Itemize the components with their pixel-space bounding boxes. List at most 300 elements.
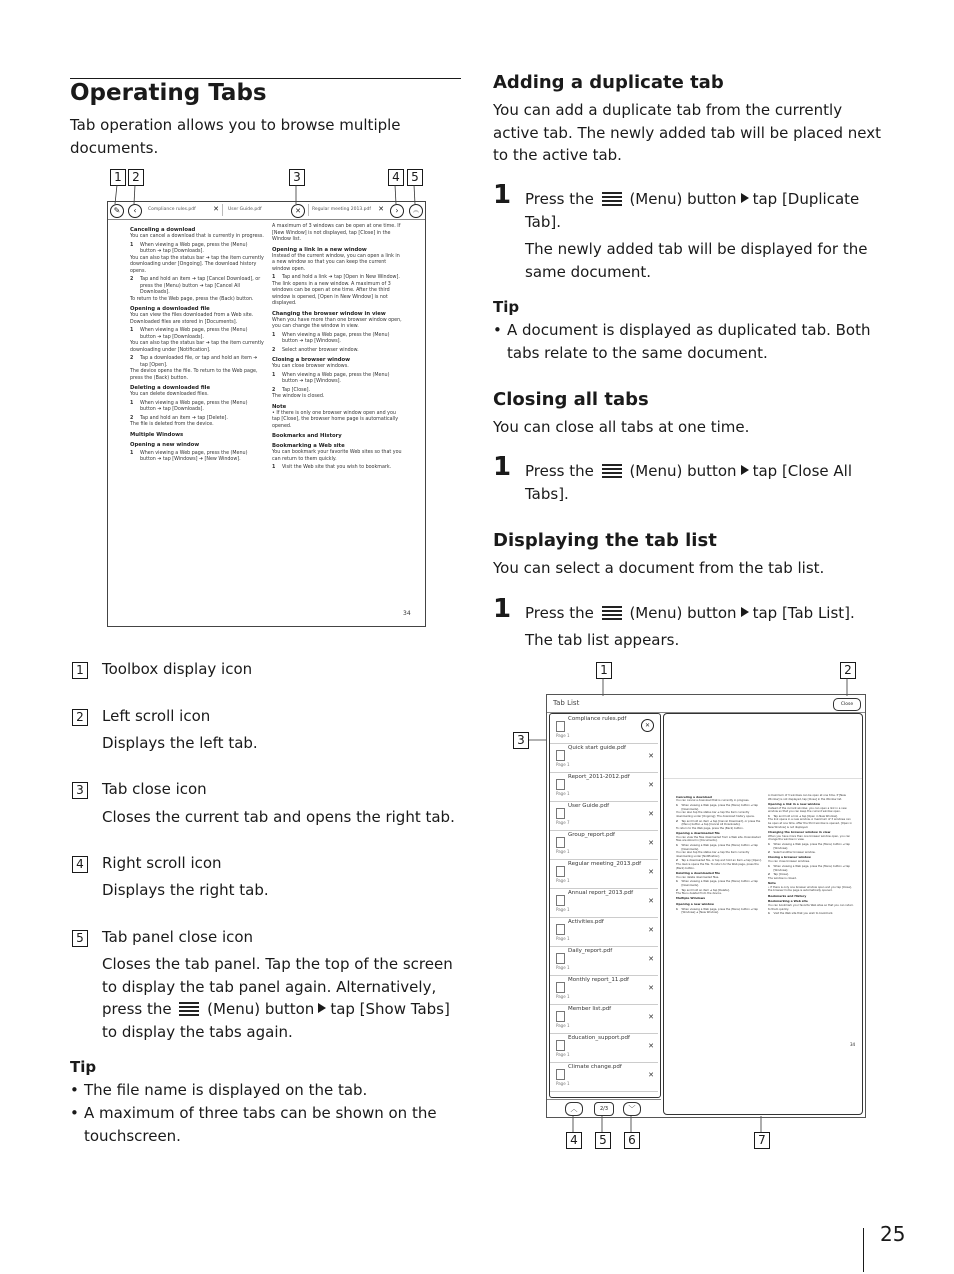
doc-step-text: Visit the Web site that you wish to bookmark. — [282, 465, 392, 470]
title-rule — [70, 78, 461, 79]
pdf-file-icon — [556, 982, 565, 993]
figure-tab-list — [510, 660, 870, 1152]
tab-list-item-name: Activities.pdf — [568, 919, 604, 925]
tab-list-item-name: Regular meeting_2013.pdf — [568, 861, 642, 867]
tab-1-x-icon[interactable]: ✕ — [213, 205, 219, 213]
doc-heading: Closing a browser window — [768, 855, 811, 860]
doc-step — [768, 865, 854, 872]
left-scroll-icon[interactable]: ‹ — [128, 204, 142, 218]
doc-step — [768, 851, 854, 855]
tab-list-item-name: Member list.pdf — [568, 1006, 612, 1012]
doc-step-number: 1 — [676, 844, 678, 848]
doc-step-number: 2 — [676, 859, 678, 863]
doc-text: You can view the files downloaded from a Web site. Downloaded files are stored in [Documents]. — [676, 835, 761, 843]
doc-step-text: Tap and hold an item ➜ tap [Delete]. — [681, 888, 730, 892]
doc-step-text: When viewing a Web page, press the (Menu) button ➜ tap [Windows] ➜ [New Window]. — [140, 450, 248, 462]
tab-list-item-page: Page 1 — [556, 936, 570, 941]
tab-list-item[interactable] — [550, 801, 658, 831]
doc-step-number: 2 — [676, 888, 678, 892]
doc-step — [272, 373, 404, 386]
document-page-number: 34 — [403, 610, 411, 617]
tab-list-item[interactable] — [550, 888, 658, 918]
doc-text: Instead of the current window, you can open a link in a new window so that you can keep the current window open. — [768, 806, 847, 814]
tab-list-panel — [549, 713, 661, 1098]
tab-list-item-close-icon[interactable]: ✕ — [648, 984, 654, 992]
doc-step-text: When viewing a Web page, press the (Menu) button ➜ tap [Downloads]. — [681, 804, 758, 811]
doc-text: The link opens in a new window. A maximum of 3 windows can be open at one time. After the third window is opened, [Open in New Window] is not displayed. — [272, 281, 391, 306]
doc-text: You can bookmark your favorite Web sites so that you can return to them quickly. — [272, 450, 402, 462]
arrow-icon — [741, 607, 749, 617]
doc-text: You can delete downloaded files. — [676, 875, 720, 879]
doc-heading: Changing the browser window in view — [272, 310, 386, 317]
callout-item-5-number: 5 — [72, 930, 88, 947]
doc-step-text: When viewing a Web page, press the (Menu) button ➜ tap [Downloads]. — [681, 880, 758, 887]
doc-heading: Bookmarking a Web site — [272, 443, 345, 449]
menu-icon — [602, 464, 622, 478]
doc-step-text: Tap and hold a link ➜ tap [Open in New Window]. — [773, 814, 839, 818]
doc-text: • If there is only one browser window open and you tap [Close], the browser home page is automatically opened. — [768, 885, 852, 893]
doc-heading: Opening a new window — [130, 441, 200, 448]
section-duplicate-step — [525, 188, 875, 233]
doc-step-number: 1 — [272, 275, 276, 280]
doc-text: Instead of the current window, you can open a link in a new window so that you can keep the current window open. — [272, 253, 400, 272]
figure-callout-3: 3 — [289, 169, 305, 186]
menu-icon — [179, 1002, 199, 1016]
pdf-file-icon — [556, 866, 565, 877]
step-text-a: Press the — [525, 462, 594, 480]
toolbox-display-icon[interactable]: ✎ — [110, 204, 124, 218]
pdf-file-icon — [556, 1040, 565, 1051]
step-number: 1 — [493, 452, 512, 482]
page-title: Operating Tabs — [70, 80, 267, 106]
menu-icon — [602, 606, 622, 620]
tab-list-item-close-icon[interactable]: ✕ — [648, 868, 654, 876]
pdf-file-icon — [556, 953, 565, 964]
tab-list-item[interactable] — [550, 859, 658, 889]
bullet: • — [70, 1081, 79, 1099]
doc-heading: Changing the browser window in view — [768, 829, 831, 834]
preview-column-1 — [676, 794, 764, 915]
callout-item-4-name: Right scroll icon — [102, 854, 222, 872]
right-scroll-icon[interactable]: › — [390, 204, 404, 218]
tab-3[interactable] — [308, 204, 387, 216]
section-duplicate-tip — [493, 319, 887, 364]
doc-step — [272, 348, 404, 355]
doc-step-number: 1 — [676, 907, 678, 911]
doc-step-text: When viewing a Web page, press the (Menu) button ➜ tap [Windows]. — [773, 864, 850, 872]
figure-callout-4: 4 — [388, 169, 404, 186]
doc-heading: Opening a downloaded file — [130, 306, 210, 312]
tab-list-item-close-icon[interactable]: ✕ — [648, 1071, 654, 1079]
tab-bar — [108, 202, 425, 220]
tab-list-item-name: Quick start guide.pdf — [568, 745, 626, 751]
callout-item-2-number: 2 — [72, 709, 88, 726]
arrow-icon — [741, 465, 749, 475]
step-number: 1 — [493, 180, 512, 210]
arrow-icon — [318, 1003, 326, 1013]
tab-list-item[interactable] — [550, 975, 658, 1005]
doc-text: The window is closed. — [768, 876, 797, 880]
doc-text: When you have more than one browser window open, you can change the window in view. — [272, 317, 402, 329]
doc-step-number: 1 — [768, 842, 770, 846]
doc-step — [130, 243, 264, 256]
tab-list-item-name: Monthly report_11.pdf — [568, 977, 629, 983]
pdf-file-icon — [556, 808, 565, 819]
doc-step-number: 2 — [130, 356, 134, 361]
tab-list-item[interactable] — [550, 1062, 658, 1092]
doc-text: You can also tap the status bar ➜ tap the item currently downloading under [Notification]. — [676, 851, 750, 858]
doc-heading: Deleting a downloaded file — [130, 385, 211, 391]
doc-step-number: 1 — [768, 814, 770, 818]
tab-list-header — [547, 695, 865, 713]
doc-heading: Opening a new window — [676, 901, 714, 906]
tab-list-item-close-icon[interactable]: ✕ — [648, 1042, 654, 1050]
preview-page-number: 34 — [850, 1042, 856, 1047]
document-preview — [663, 713, 863, 1115]
callout-item-1-number: 1 — [72, 662, 88, 679]
doc-heading: Bookmarking a Web site — [768, 899, 808, 904]
figure-callout-1: 1 — [110, 169, 126, 186]
tab-list-item-close-icon[interactable]: ✕ — [648, 839, 654, 847]
doc-step — [130, 356, 264, 369]
doc-text: A maximum of 3 windows can be open at one time. If [New Window] is not displayed, tap [Close] in the Window list. — [768, 794, 846, 801]
doc-step-number: 2 — [768, 873, 770, 877]
callout-item-4-desc: Displays the right tab. — [102, 881, 269, 899]
section-list-result: The tab list appears. — [525, 631, 680, 649]
section-duplicate-tip-heading: Tip — [493, 298, 520, 316]
doc-step-number: 2 — [272, 387, 276, 393]
doc-step-text: When viewing a Web page, press the (Menu) button ➜ tap [Windows]. — [773, 842, 850, 850]
doc-step — [130, 277, 264, 297]
section-list-step — [525, 602, 885, 625]
doc-step-number: 1 — [768, 864, 770, 868]
doc-step-text: Tap a downloaded file, or tap and hold an item ➜ tap [Open]. — [140, 356, 258, 368]
doc-step-number: 1 — [272, 465, 276, 470]
tab-list-item[interactable] — [550, 743, 658, 773]
figure2-callout-7: 7 — [754, 1132, 770, 1149]
doc-step — [272, 333, 404, 346]
doc-step-number: 1 — [130, 328, 134, 333]
doc-step — [676, 908, 764, 915]
doc-step-text: Tap and hold an item ➜ tap [Cancel Download], or press the (Menu) button ➜ tap [Cancel All Downloads]. — [140, 277, 261, 295]
pdf-file-icon — [556, 1011, 565, 1022]
tab-list-item-page: Page 1 — [556, 907, 570, 912]
doc-heading: Note — [768, 880, 776, 885]
doc-step-number: 1 — [768, 912, 770, 916]
doc-step-text: When viewing a Web page, press the (Menu) button ➜ tap [Windows]. — [282, 332, 390, 344]
doc-text: You can cancel a download that is currently in progress. — [676, 799, 750, 803]
tab-list-item-page: Page 1 — [556, 965, 570, 970]
pdf-file-icon — [556, 895, 565, 906]
tab-list-item[interactable] — [550, 1004, 658, 1034]
doc-step-number: 2 — [272, 347, 276, 353]
step-text-c: tap [Duplicate Tab]. — [525, 190, 860, 231]
tab-list-item-close-icon[interactable]: ✕ — [648, 897, 654, 905]
tip-item-1-text: The file name is displayed on the tab. — [84, 1081, 368, 1099]
doc-step — [272, 275, 404, 282]
tip-item-2-text: A maximum of three tabs can be shown on the touchscreen. — [84, 1104, 437, 1145]
callout-item-3-name: Tab close icon — [102, 780, 207, 798]
section-close-title: Closing all tabs — [493, 389, 649, 410]
menu-icon — [602, 192, 622, 206]
doc-text: You can cancel a download that is currently in progress. — [130, 234, 264, 239]
doc-step — [130, 328, 264, 341]
tab-list-item-close-icon[interactable]: ✕ — [648, 752, 654, 760]
tab-list-item-name: Annual report_2013.pdf — [568, 890, 634, 896]
doc-text: You can bookmark your favorite Web sites so that you can return to them quickly. — [768, 903, 854, 911]
callout-item-3-number: 3 — [72, 782, 88, 799]
intro-text: Tab operation allows you to browse multiple documents. — [70, 116, 401, 157]
doc-step — [130, 401, 264, 414]
page-number-rule — [863, 1228, 864, 1272]
section-duplicate-title: Adding a duplicate tab — [493, 72, 724, 93]
callout-item-2-name: Left scroll icon — [102, 707, 211, 725]
tab-list-nav — [547, 1099, 661, 1117]
tab-list-item[interactable] — [550, 917, 658, 947]
doc-text: You can also tap the status bar ➜ tap the item currently downloading under [Ongoing]. The download history opens. — [676, 811, 755, 818]
doc-heading: Multiple Windows — [676, 896, 706, 901]
doc-step-text: When viewing a Web page, press the (Menu) button ➜ tap [Windows] ➜ [New Window]. — [681, 907, 758, 915]
callout-item-5-desc-b: (Menu) button — [207, 1000, 315, 1018]
doc-step-text: Tap and hold a link ➜ tap [Open in New Window]. — [282, 275, 400, 280]
doc-step — [676, 880, 764, 887]
doc-step-text: When viewing a Web page, press the (Menu) button ➜ tap [Downloads]. — [140, 400, 248, 412]
tab-list-item-page: Page 1 — [556, 733, 570, 738]
doc-text: The file is deleted from the device. — [130, 422, 214, 427]
doc-text: The window is closed. — [272, 394, 325, 399]
figure2-callout-6: 6 — [624, 1132, 640, 1149]
tab-list-item-name: Education_support.pdf — [568, 1035, 630, 1041]
tab-list-item-name: Compliance rules.pdf — [568, 716, 627, 722]
doc-step — [130, 451, 264, 464]
figure2-callout-1: 1 — [596, 662, 612, 679]
doc-step-number: 1 — [676, 880, 678, 884]
doc-step-number: 2 — [130, 277, 134, 282]
doc-text: You can close browser windows. — [272, 364, 349, 369]
tab-2-label: User Guide.pdf — [228, 207, 262, 212]
tab-list-item-name: Daily_report.pdf — [568, 948, 613, 954]
section-close-step — [525, 460, 870, 505]
step-text-a: Press the — [525, 604, 594, 622]
tab-list-item[interactable] — [550, 1033, 658, 1063]
tab-list-item-page: Page 1 — [556, 1023, 570, 1028]
pdf-file-icon — [556, 721, 565, 732]
tab-3-x-icon[interactable]: ✕ — [378, 205, 384, 213]
doc-step-text: Tap [Close]. — [282, 387, 310, 393]
callout-item-5-desc-a: Closes the tab panel. Tap the top of the screen to display the tab panel again. Alternatively, press the — [102, 955, 453, 1018]
tab-list-close-button[interactable]: Close — [833, 698, 861, 711]
doc-step — [768, 912, 854, 916]
doc-heading: Opening a link in a new window — [768, 801, 821, 806]
doc-step-text: Tap and hold an item ➜ tap [Delete]. — [140, 415, 228, 421]
tip-item-1 — [70, 1079, 450, 1102]
tab-list-item-page: Page 1 — [556, 1052, 570, 1057]
tab-list-item-page: Page 1 — [556, 849, 570, 854]
doc-step-text: Select another browser window. — [282, 347, 359, 353]
doc-step-text: When viewing a Web page, press the (Menu) button ➜ tap [Downloads]. — [140, 242, 248, 254]
doc-step-number: 1 — [272, 372, 276, 378]
figure-callout-5: 5 — [407, 169, 423, 186]
doc-step-text: When viewing a Web page, press the (Menu) button ➜ tap [Windows]. — [282, 372, 390, 384]
doc-step-number: 1 — [676, 804, 678, 808]
document-column-2 — [272, 224, 404, 472]
figure2-callout-5: 5 — [595, 1132, 611, 1149]
step-text-b: (Menu) button — [629, 190, 737, 208]
pdf-file-icon — [556, 1069, 565, 1080]
tab-list-item-close-icon[interactable]: ✕ — [648, 781, 654, 789]
section-close-intro: You can close all tabs at one time. — [493, 418, 750, 436]
doc-heading: Bookmarks and History — [768, 893, 807, 898]
figure-tabs — [106, 166, 426, 628]
doc-step-text: Tap and hold an item ➜ tap [Cancel Download], or press the (Menu) button ➜ tap [Cancel All Downloads]. — [681, 819, 761, 827]
step-text-c: tap [Tab List]. — [752, 604, 855, 622]
tab-list-item-close-icon[interactable]: ✕ — [648, 1013, 654, 1021]
doc-step-text: When viewing a Web page, press the (Menu) button ➜ tap [Downloads]. — [681, 844, 758, 851]
screen-frame — [107, 201, 426, 627]
tab-2[interactable] — [226, 204, 286, 216]
doc-heading: Multiple Windows — [130, 431, 184, 438]
doc-step-number: 1 — [130, 400, 134, 406]
doc-text: To return to the Web page, press the (Back) button. — [676, 826, 744, 830]
tab-list-item-close-icon[interactable]: ✕ — [648, 810, 654, 818]
doc-step-number: 1 — [272, 332, 276, 338]
section-duplicate-result: The newly added tab will be displayed for the same document. — [525, 240, 868, 281]
pdf-file-icon — [556, 924, 565, 935]
tip-item-2 — [70, 1102, 464, 1147]
doc-heading: Canceling a download — [676, 794, 712, 799]
doc-text: The file is deleted from the device. — [676, 892, 722, 896]
bullet: • — [70, 1104, 79, 1122]
doc-heading: Closing a browser window — [272, 357, 351, 363]
page-up-icon[interactable]: ︿ — [565, 1102, 583, 1116]
section-list-intro: You can select a document from the tab list. — [493, 559, 825, 577]
doc-heading: Note — [272, 403, 287, 410]
tab-list-item-name: User Guide.pdf — [568, 803, 610, 809]
doc-heading: Bookmarks and History — [272, 433, 342, 439]
doc-step-text: Visit the Web site that you wish to bookmark. — [773, 912, 834, 916]
step-text-b: (Menu) button — [629, 604, 737, 622]
doc-step — [676, 820, 764, 827]
pdf-file-icon — [556, 779, 565, 790]
figure-leader-lines — [106, 166, 426, 206]
doc-heading: Opening a downloaded file — [676, 830, 720, 835]
figure2-callout-3: 3 — [513, 732, 529, 749]
callout-item-5-name: Tab panel close icon — [102, 928, 254, 946]
tab-panel-close-icon[interactable]: ︽ — [409, 204, 423, 218]
step-text-a: Press the — [525, 190, 594, 208]
pdf-file-icon — [556, 837, 565, 848]
document-column-1 — [130, 224, 264, 464]
doc-text: You can also tap the status bar ➜ tap the item currently downloading under [Ongoing]. The download history opens. — [130, 255, 264, 274]
page-down-icon[interactable]: ﹀ — [623, 1102, 641, 1116]
doc-text: You can delete downloaded files. — [130, 392, 209, 397]
doc-text: • If there is only one browser window open and you tap [Close], the browser home page is automatically opened. — [272, 410, 399, 429]
tab-list-item-page: Page 1 — [556, 1081, 570, 1086]
page-number: 25 — [880, 1222, 906, 1246]
tab-list-item-name: Report_2011-2012.pdf — [568, 774, 630, 780]
doc-step-number: 2 — [768, 851, 770, 855]
doc-step-text: Tap a downloaded file, or tap and hold an item ➜ tap [Open]. — [681, 859, 762, 863]
tab-list-item-close-icon[interactable]: ✕ — [641, 719, 654, 732]
figure2-callout-4: 4 — [566, 1132, 582, 1149]
doc-text: A maximum of 3 windows can be open at one time. If [New Window] is not displayed, tap [Close] in the Window list. — [272, 224, 401, 242]
tab-list-item-name: Climate change.pdf — [568, 1064, 622, 1070]
tab-list-item-page: Page 1 — [556, 994, 570, 999]
tab-list-item-name: Group_report.pdf — [568, 832, 615, 838]
doc-heading: Canceling a download — [130, 227, 196, 233]
pdf-file-icon — [556, 750, 565, 761]
doc-text: You can view the files downloaded from a Web site. Downloaded files are stored in [Documents]. — [130, 313, 254, 325]
doc-step-number: 1 — [130, 242, 134, 248]
figure-callout-2: 2 — [128, 169, 144, 186]
arrow-icon — [741, 193, 749, 203]
doc-step-number: 1 — [130, 450, 134, 456]
doc-heading: Deleting a downloaded file — [676, 870, 720, 875]
page-indicator: 2/3 — [594, 1102, 614, 1116]
step-number: 1 — [493, 594, 512, 624]
tab-list-header-title: Tab List — [553, 699, 580, 707]
section-duplicate-intro: You can add a duplicate tab from the currently active tab. The newly added tab will be placed next to the active tab. — [493, 101, 882, 164]
tab-1[interactable] — [146, 204, 223, 216]
doc-text: The device opens the file. To return to the Web page, press the (Back) button. — [130, 369, 258, 381]
doc-text: The link opens in a new window. A maximum of 3 windows can be open at one time. After the third window is opened, [Open in New Window] is not displayed. — [768, 818, 853, 829]
doc-text: You can close browser windows. — [768, 860, 811, 864]
preview-divider — [664, 778, 862, 779]
doc-step-text: Tap [Close]. — [773, 873, 789, 877]
tab-list-item-page: Page 1 — [556, 878, 570, 883]
tab-3-label: Regular meeting 2013.pdf — [312, 207, 371, 212]
doc-step-number: 2 — [130, 415, 134, 421]
step-text-b: (Menu) button — [629, 462, 737, 480]
tip-heading: Tip — [70, 1058, 97, 1076]
section-list-title: Displaying the tab list — [493, 530, 717, 551]
tab-list-item-page: Page 1 — [556, 791, 570, 796]
tab-list-item-page: Page 7 — [556, 820, 570, 825]
doc-step-text: Select another browser window. — [773, 851, 816, 855]
tab-list-item[interactable] — [550, 830, 658, 860]
figure2-callout-2: 2 — [840, 662, 856, 679]
doc-step-text: When viewing a Web page, press the (Menu) button ➜ tap [Downloads]. — [140, 328, 248, 340]
tab-list-item-page: Page 1 — [556, 762, 570, 767]
callout-item-2-desc: Displays the left tab. — [102, 734, 258, 752]
doc-text: You can also tap the status bar ➜ tap the item currently downloading under [Notification]. — [130, 341, 264, 353]
tab-list-screen — [546, 694, 866, 1118]
doc-step-number: 2 — [676, 819, 678, 823]
tab-list-item-close-icon[interactable]: ✕ — [648, 926, 654, 934]
tab-list-item[interactable] — [550, 714, 658, 744]
tab-list-item[interactable] — [550, 946, 658, 976]
callout-item-3-desc: Closes the current tab and opens the right tab. — [102, 808, 455, 826]
tab-1-label: Compliance rules.pdf — [148, 207, 196, 212]
tab-list-item[interactable] — [550, 772, 658, 802]
step-text-c: tap [Close All Tabs]. — [525, 462, 853, 503]
callout-item-5-desc — [102, 953, 464, 1043]
tab-list-item-close-icon[interactable]: ✕ — [648, 955, 654, 963]
doc-text: To return to the Web page, press the (Back) button. — [130, 296, 254, 302]
doc-step — [768, 843, 854, 850]
doc-heading: Opening a link in a new window — [272, 246, 367, 253]
doc-text: When you have more than one browser window open, you can change the window in view. — [768, 834, 851, 842]
section-duplicate-tip-text: A document is displayed as duplicated tab. Both tabs relate to the same document. — [507, 321, 871, 362]
callout-item-4-number: 4 — [72, 856, 88, 873]
bullet: • — [493, 321, 502, 339]
callout-item-1-name: Toolbox display icon — [102, 660, 253, 678]
callout-item-5-desc-c: tap [Show Tabs] to display the tabs again. — [102, 1000, 450, 1041]
preview-column-2 — [768, 794, 854, 916]
tab-close-icon[interactable]: ✕ — [291, 204, 305, 218]
doc-step — [272, 465, 404, 472]
doc-text: The device opens the file. To return to the Web page, press the (Back) button. — [676, 863, 759, 870]
